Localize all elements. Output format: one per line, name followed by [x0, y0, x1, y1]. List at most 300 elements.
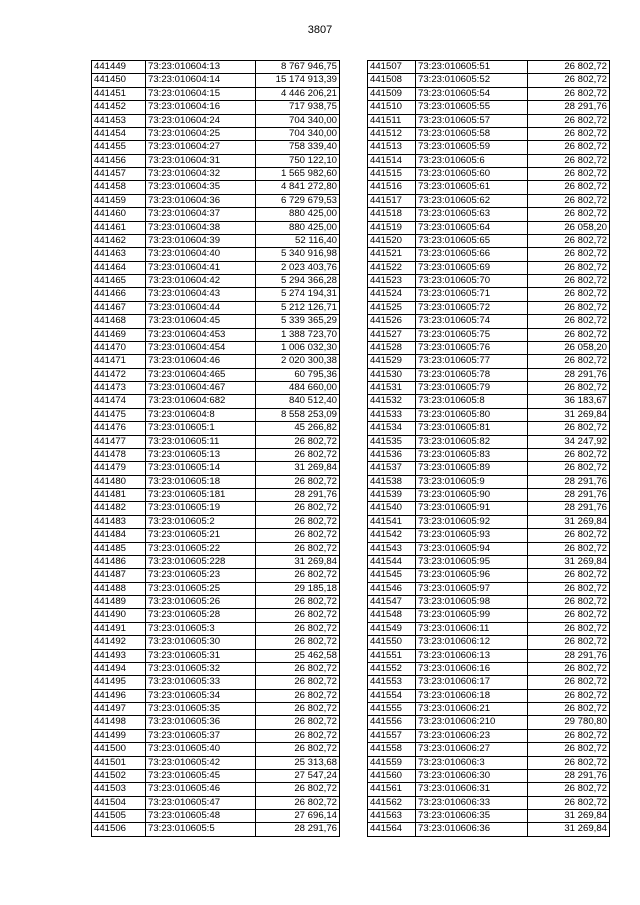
table-row — [368, 395, 610, 408]
row-number-cell: 441510 — [368, 101, 416, 114]
row-number-cell: 441513 — [368, 141, 416, 154]
cadastral-number-cell: 73:23:010604:25 — [146, 127, 256, 140]
table-row — [368, 408, 610, 421]
row-number-cell: 441480 — [92, 475, 146, 488]
cadastral-number-cell: 73:23:010604:39 — [146, 234, 256, 247]
value-cell: 5 274 194,31 — [256, 288, 340, 301]
cadastral-number-cell: 73:23:010604:15 — [146, 87, 256, 100]
table-row — [368, 315, 610, 328]
row-number-cell: 441472 — [92, 368, 146, 381]
cadastral-number-cell: 73:23:010605:181 — [146, 489, 256, 502]
value-cell: 26 802,72 — [528, 783, 610, 796]
row-number-cell: 441552 — [368, 662, 416, 675]
value-cell: 26 802,72 — [528, 596, 610, 609]
value-cell: 26 802,72 — [528, 569, 610, 582]
table-row — [92, 87, 340, 100]
value-cell: 34 247,92 — [528, 435, 610, 448]
row-number-cell: 441551 — [368, 649, 416, 662]
table-row — [92, 74, 340, 87]
cadastral-number-cell: 73:23:010605:14 — [146, 462, 256, 475]
table-row — [92, 515, 340, 528]
cadastral-number-cell: 73:23:010606:35 — [416, 810, 528, 823]
row-number-cell: 441516 — [368, 181, 416, 194]
value-cell: 26 802,72 — [528, 636, 610, 649]
table-row — [368, 328, 610, 341]
table-row — [92, 689, 340, 702]
value-cell: 26 802,72 — [256, 569, 340, 582]
table-row — [368, 662, 610, 675]
row-number-cell: 441482 — [92, 502, 146, 515]
row-number-cell: 441508 — [368, 74, 416, 87]
cadastral-number-cell: 73:23:010605:2 — [146, 515, 256, 528]
table-row — [368, 823, 610, 836]
row-number-cell: 441543 — [368, 542, 416, 555]
row-number-cell: 441492 — [92, 636, 146, 649]
row-number-cell: 441512 — [368, 127, 416, 140]
cadastral-number-cell: 73:23:010604:35 — [146, 181, 256, 194]
value-cell: 26 802,72 — [528, 114, 610, 127]
table-row — [368, 769, 610, 782]
value-cell: 6 729 679,53 — [256, 194, 340, 207]
value-cell: 26 802,72 — [528, 315, 610, 328]
cadastral-number-cell: 73:23:010605:71 — [416, 288, 528, 301]
table-row — [368, 796, 610, 809]
row-number-cell: 441488 — [92, 582, 146, 595]
row-number-cell: 441473 — [92, 382, 146, 395]
row-number-cell: 441494 — [92, 662, 146, 675]
value-cell: 880 425,00 — [256, 221, 340, 234]
value-cell: 26 802,72 — [528, 154, 610, 167]
cadastral-number-cell: 73:23:010605:59 — [416, 141, 528, 154]
table-row — [368, 127, 610, 140]
row-number-cell: 441515 — [368, 168, 416, 181]
table-row — [92, 328, 340, 341]
value-cell: 26 802,72 — [528, 355, 610, 368]
table-row — [92, 435, 340, 448]
value-cell: 60 795,36 — [256, 368, 340, 381]
table-row — [92, 141, 340, 154]
cadastral-number-cell: 73:23:010605:40 — [146, 743, 256, 756]
row-number-cell: 441537 — [368, 462, 416, 475]
value-cell: 26 802,72 — [528, 61, 610, 74]
row-number-cell: 441493 — [92, 649, 146, 662]
value-cell: 26 802,72 — [528, 181, 610, 194]
cadastral-number-cell: 73:23:010606:31 — [416, 783, 528, 796]
row-number-cell: 441465 — [92, 275, 146, 288]
cadastral-number-cell: 73:23:010605:8 — [416, 395, 528, 408]
table-row — [368, 502, 610, 515]
row-number-cell: 441456 — [92, 154, 146, 167]
page-number: 3807 — [307, 24, 333, 36]
row-number-cell: 441502 — [92, 769, 146, 782]
row-number-cell: 441523 — [368, 275, 416, 288]
cadastral-number-cell: 73:23:010605:58 — [416, 127, 528, 140]
row-number-cell: 441524 — [368, 288, 416, 301]
cadastral-number-cell: 73:23:010605:45 — [146, 769, 256, 782]
value-cell: 31 269,84 — [528, 823, 610, 836]
cadastral-number-cell: 73:23:010605:89 — [416, 462, 528, 475]
value-cell: 4 841 272,80 — [256, 181, 340, 194]
value-cell: 840 512,40 — [256, 395, 340, 408]
table-row — [368, 168, 610, 181]
row-number-cell: 441495 — [92, 676, 146, 689]
row-number-cell: 441528 — [368, 341, 416, 354]
table-row — [368, 261, 610, 274]
value-cell: 26 802,72 — [256, 515, 340, 528]
cadastral-number-cell: 73:23:010605:32 — [146, 662, 256, 675]
table-row — [92, 756, 340, 769]
table-row — [92, 154, 340, 167]
table-row — [368, 703, 610, 716]
table-row — [368, 341, 610, 354]
row-number-cell: 441503 — [92, 783, 146, 796]
cadastral-number-cell: 73:23:010605:60 — [416, 168, 528, 181]
row-number-cell: 441466 — [92, 288, 146, 301]
cadastral-number-cell: 73:23:010604:44 — [146, 301, 256, 314]
row-number-cell: 441530 — [368, 368, 416, 381]
value-cell: 31 269,84 — [528, 810, 610, 823]
row-number-cell: 441455 — [92, 141, 146, 154]
table-row — [368, 74, 610, 87]
value-cell: 26 802,72 — [528, 582, 610, 595]
table-row — [368, 743, 610, 756]
table-row — [92, 301, 340, 314]
cadastral-number-cell: 73:23:010605:228 — [146, 555, 256, 568]
row-number-cell: 441525 — [368, 301, 416, 314]
cadastral-number-cell: 73:23:010605:83 — [416, 448, 528, 461]
value-cell: 25 462,58 — [256, 649, 340, 662]
cadastral-number-cell: 73:23:010604:454 — [146, 341, 256, 354]
cadastral-number-cell: 73:23:010605:75 — [416, 328, 528, 341]
table-row — [368, 114, 610, 127]
value-cell: 26 802,72 — [528, 382, 610, 395]
table-row — [92, 622, 340, 635]
table-row — [92, 769, 340, 782]
row-number-cell: 441453 — [92, 114, 146, 127]
cadastral-number-cell: 73:23:010605:22 — [146, 542, 256, 555]
cadastral-number-cell: 73:23:010605:37 — [146, 729, 256, 742]
table-row — [92, 462, 340, 475]
table-row — [368, 729, 610, 742]
value-cell: 26 058,20 — [528, 221, 610, 234]
row-number-cell: 441474 — [92, 395, 146, 408]
row-number-cell: 441534 — [368, 422, 416, 435]
cadastral-number-cell: 73:23:010604:36 — [146, 194, 256, 207]
cadastral-number-cell: 73:23:010605:31 — [146, 649, 256, 662]
table-row — [368, 368, 610, 381]
cadastral-number-cell: 73:23:010605:52 — [416, 74, 528, 87]
cadastral-number-cell: 73:23:010604:45 — [146, 315, 256, 328]
row-number-cell: 441535 — [368, 435, 416, 448]
table-row — [368, 234, 610, 247]
row-number-cell: 441454 — [92, 127, 146, 140]
row-number-cell: 441457 — [92, 168, 146, 181]
cadastral-number-cell: 73:23:010605:97 — [416, 582, 528, 595]
value-cell: 28 291,76 — [528, 502, 610, 515]
cadastral-number-cell: 73:23:010606:33 — [416, 796, 528, 809]
row-number-cell: 441527 — [368, 328, 416, 341]
cadastral-number-cell: 73:23:010606:3 — [416, 756, 528, 769]
cadastral-number-cell: 73:23:010605:25 — [146, 582, 256, 595]
row-number-cell: 441522 — [368, 261, 416, 274]
value-cell: 26 802,72 — [256, 435, 340, 448]
row-number-cell: 441504 — [92, 796, 146, 809]
cadastral-number-cell: 73:23:010606:18 — [416, 689, 528, 702]
row-number-cell: 441463 — [92, 248, 146, 261]
table-row — [368, 555, 610, 568]
value-cell: 1 565 982,60 — [256, 168, 340, 181]
cadastral-number-cell: 73:23:010604:31 — [146, 154, 256, 167]
table-row — [368, 355, 610, 368]
row-number-cell: 441561 — [368, 783, 416, 796]
value-cell: 26 802,72 — [256, 703, 340, 716]
cadastral-number-cell: 73:23:010605:51 — [416, 61, 528, 74]
cadastral-number-cell: 73:23:010604:46 — [146, 355, 256, 368]
value-cell: 29 185,18 — [256, 582, 340, 595]
value-cell: 27 696,14 — [256, 810, 340, 823]
table-row — [368, 636, 610, 649]
row-number-cell: 441533 — [368, 408, 416, 421]
row-number-cell: 441518 — [368, 208, 416, 221]
row-number-cell: 441509 — [368, 87, 416, 100]
value-cell: 26 802,72 — [528, 676, 610, 689]
row-number-cell: 441462 — [92, 234, 146, 247]
table-row — [92, 114, 340, 127]
cadastral-number-cell: 73:23:010604:43 — [146, 288, 256, 301]
table-row — [92, 703, 340, 716]
value-cell: 750 122,10 — [256, 154, 340, 167]
value-cell: 28 291,76 — [528, 101, 610, 114]
table-row — [368, 221, 610, 234]
cadastral-number-cell: 73:23:010606:27 — [416, 743, 528, 756]
value-cell: 26 802,72 — [256, 716, 340, 729]
value-cell: 26 802,72 — [528, 529, 610, 542]
table-row — [368, 489, 610, 502]
value-cell: 26 802,72 — [528, 448, 610, 461]
cadastral-number-cell: 73:23:010605:5 — [146, 823, 256, 836]
table-row — [368, 101, 610, 114]
table-row — [368, 275, 610, 288]
row-number-cell: 441564 — [368, 823, 416, 836]
table-row — [92, 502, 340, 515]
value-cell: 26 802,72 — [528, 234, 610, 247]
value-cell: 25 313,68 — [256, 756, 340, 769]
cadastral-number-cell: 73:23:010605:95 — [416, 555, 528, 568]
row-number-cell: 441505 — [92, 810, 146, 823]
value-cell: 5 339 365,29 — [256, 315, 340, 328]
row-number-cell: 441542 — [368, 529, 416, 542]
cadastral-number-cell: 73:23:010605:90 — [416, 489, 528, 502]
cadastral-number-cell: 73:23:010605:80 — [416, 408, 528, 421]
value-cell: 26 802,72 — [528, 328, 610, 341]
cadastral-number-cell: 73:23:010604:8 — [146, 408, 256, 421]
table-row — [92, 716, 340, 729]
value-cell: 26 058,20 — [528, 341, 610, 354]
row-number-cell: 441458 — [92, 181, 146, 194]
table-row — [368, 194, 610, 207]
value-cell: 31 269,84 — [256, 555, 340, 568]
value-cell: 26 802,72 — [528, 756, 610, 769]
cadastral-number-cell: 73:23:010605:81 — [416, 422, 528, 435]
cadastral-number-cell: 73:23:010605:47 — [146, 796, 256, 809]
table-row — [92, 729, 340, 742]
value-cell: 5 212 126,71 — [256, 301, 340, 314]
cadastral-number-cell: 73:23:010605:36 — [146, 716, 256, 729]
cadastral-number-cell: 73:23:010605:78 — [416, 368, 528, 381]
value-cell: 26 802,72 — [528, 743, 610, 756]
table-row — [368, 622, 610, 635]
table-row — [368, 181, 610, 194]
row-number-cell: 441491 — [92, 622, 146, 635]
cadastral-number-cell: 73:23:010605:28 — [146, 609, 256, 622]
cadastral-number-cell: 73:23:010605:19 — [146, 502, 256, 515]
value-cell: 26 802,72 — [256, 796, 340, 809]
value-cell: 26 802,72 — [528, 288, 610, 301]
value-cell: 26 802,72 — [528, 208, 610, 221]
row-number-cell: 441536 — [368, 448, 416, 461]
table-row — [368, 569, 610, 582]
table-row — [368, 582, 610, 595]
row-number-cell: 441554 — [368, 689, 416, 702]
table-row — [92, 676, 340, 689]
row-number-cell: 441450 — [92, 74, 146, 87]
row-number-cell: 441558 — [368, 743, 416, 756]
cadastral-number-cell: 73:23:010605:62 — [416, 194, 528, 207]
cadastral-number-cell: 73:23:010604:14 — [146, 74, 256, 87]
table-row — [92, 408, 340, 421]
cadastral-number-cell: 73:23:010605:55 — [416, 101, 528, 114]
table-row — [92, 489, 340, 502]
table-row — [92, 475, 340, 488]
value-cell: 5 340 916,98 — [256, 248, 340, 261]
cadastral-number-cell: 73:23:010605:91 — [416, 502, 528, 515]
value-cell: 26 802,72 — [528, 796, 610, 809]
value-cell: 28 291,76 — [528, 769, 610, 782]
table-row — [368, 288, 610, 301]
value-cell: 2 020 300,38 — [256, 355, 340, 368]
row-number-cell: 441545 — [368, 569, 416, 582]
value-cell: 26 802,72 — [256, 689, 340, 702]
table-row — [368, 462, 610, 475]
value-cell: 758 339,40 — [256, 141, 340, 154]
table-row — [92, 569, 340, 582]
cadastral-number-cell: 73:23:010605:46 — [146, 783, 256, 796]
row-number-cell: 441469 — [92, 328, 146, 341]
value-cell: 26 802,72 — [528, 127, 610, 140]
table-row — [92, 596, 340, 609]
table-row — [92, 181, 340, 194]
row-number-cell: 441521 — [368, 248, 416, 261]
table-row — [368, 141, 610, 154]
cadastral-number-cell: 73:23:010605:13 — [146, 448, 256, 461]
cadastral-number-cell: 73:23:010606:23 — [416, 729, 528, 742]
row-number-cell: 441546 — [368, 582, 416, 595]
table-row — [92, 783, 340, 796]
table-row — [92, 355, 340, 368]
cadastral-number-cell: 73:23:010605:33 — [146, 676, 256, 689]
cadastral-number-cell: 73:23:010605:72 — [416, 301, 528, 314]
value-cell: 28 291,76 — [528, 475, 610, 488]
cadastral-number-cell: 73:23:010605:57 — [416, 114, 528, 127]
cadastral-number-cell: 73:23:010605:61 — [416, 181, 528, 194]
cadastral-number-cell: 73:23:010604:24 — [146, 114, 256, 127]
table-row — [92, 810, 340, 823]
value-cell: 26 802,72 — [528, 542, 610, 555]
row-number-cell: 441541 — [368, 515, 416, 528]
row-number-cell: 441549 — [368, 622, 416, 635]
table-row — [368, 529, 610, 542]
table-row — [92, 248, 340, 261]
value-cell: 26 802,72 — [528, 261, 610, 274]
value-cell: 2 023 403,76 — [256, 261, 340, 274]
row-number-cell: 441550 — [368, 636, 416, 649]
value-cell: 28 291,76 — [528, 489, 610, 502]
table-row — [92, 101, 340, 114]
cadastral-number-cell: 73:23:010605:42 — [146, 756, 256, 769]
value-cell: 31 269,84 — [528, 515, 610, 528]
value-cell: 26 802,72 — [256, 783, 340, 796]
table-row — [368, 783, 610, 796]
cadastral-number-cell: 73:23:010605:98 — [416, 596, 528, 609]
table-row — [92, 796, 340, 809]
table-row — [92, 341, 340, 354]
value-cell: 26 802,72 — [256, 729, 340, 742]
cadastral-number-cell: 73:23:010605:21 — [146, 529, 256, 542]
row-number-cell: 441517 — [368, 194, 416, 207]
value-cell: 26 802,72 — [528, 689, 610, 702]
table-row — [92, 636, 340, 649]
value-cell: 26 802,72 — [256, 596, 340, 609]
table-row — [368, 448, 610, 461]
value-cell: 8 767 946,75 — [256, 61, 340, 74]
value-cell: 26 802,72 — [528, 609, 610, 622]
value-cell: 52 116,40 — [256, 234, 340, 247]
value-cell: 26 802,72 — [256, 743, 340, 756]
table-row — [368, 810, 610, 823]
table-row — [368, 475, 610, 488]
row-number-cell: 441501 — [92, 756, 146, 769]
value-cell: 26 802,72 — [256, 529, 340, 542]
row-number-cell: 441471 — [92, 355, 146, 368]
cadastral-number-cell: 73:23:010605:92 — [416, 515, 528, 528]
table-row — [92, 194, 340, 207]
cadastral-number-cell: 73:23:010605:93 — [416, 529, 528, 542]
row-number-cell: 441506 — [92, 823, 146, 836]
row-number-cell: 441553 — [368, 676, 416, 689]
row-number-cell: 441470 — [92, 341, 146, 354]
value-cell: 26 802,72 — [528, 703, 610, 716]
value-cell: 26 802,72 — [528, 462, 610, 475]
row-number-cell: 441460 — [92, 208, 146, 221]
row-number-cell: 441487 — [92, 569, 146, 582]
row-number-cell: 441451 — [92, 87, 146, 100]
cadastral-number-cell: 73:23:010605:63 — [416, 208, 528, 221]
cadastral-number-cell: 73:23:010604:465 — [146, 368, 256, 381]
table-row — [92, 662, 340, 675]
cadastral-number-cell: 73:23:010604:37 — [146, 208, 256, 221]
table-row — [368, 382, 610, 395]
cadastral-number-cell: 73:23:010605:54 — [416, 87, 528, 100]
cadastral-number-cell: 73:23:010604:453 — [146, 328, 256, 341]
table-row — [92, 395, 340, 408]
value-cell: 704 340,00 — [256, 114, 340, 127]
table-row — [92, 221, 340, 234]
cadastral-number-cell: 73:23:010605:35 — [146, 703, 256, 716]
row-number-cell: 441514 — [368, 154, 416, 167]
table-row — [368, 435, 610, 448]
cadastral-number-cell: 73:23:010606:12 — [416, 636, 528, 649]
cadastral-number-cell: 73:23:010604:38 — [146, 221, 256, 234]
